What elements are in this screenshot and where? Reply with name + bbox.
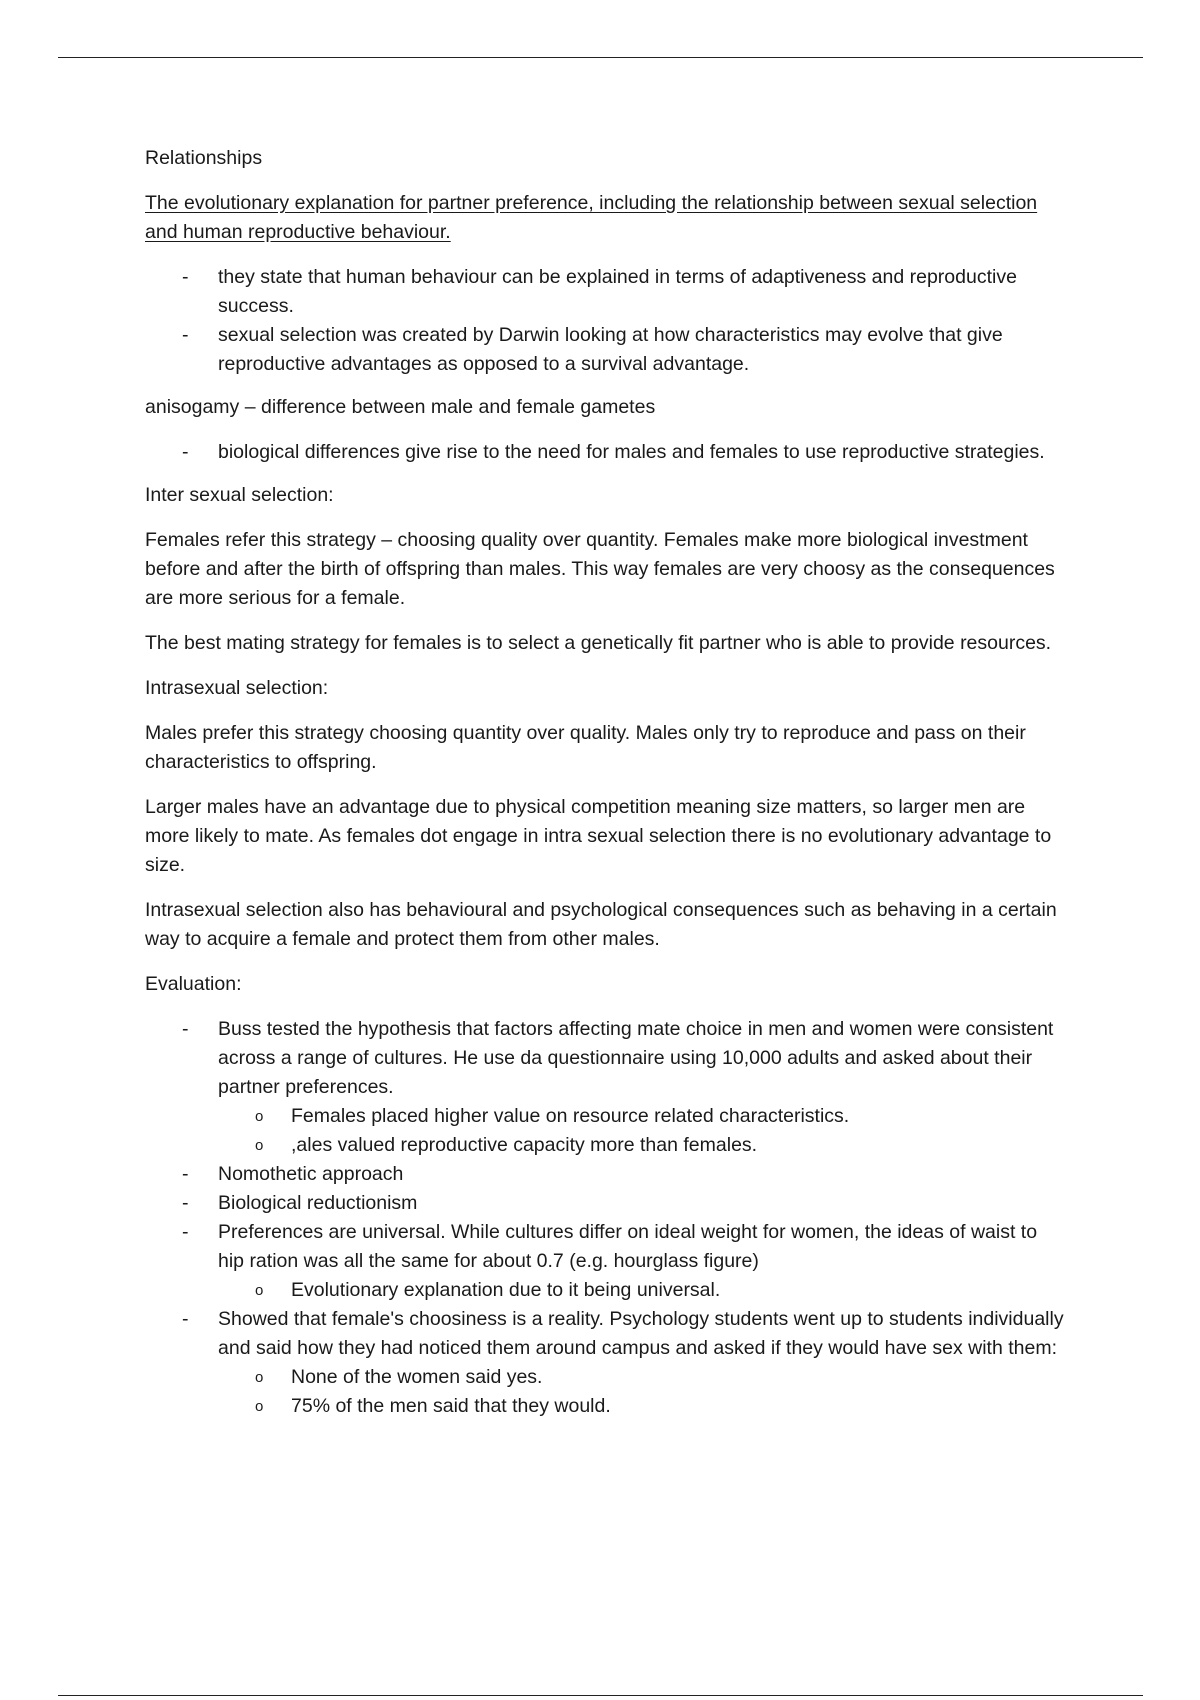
section-heading: The evolutionary explanation for partner preference, including the relationship between sexual selection and human reproductive behaviour. [145,192,1038,243]
dash-bullet: - [182,1018,189,1040]
circle-bullet: o [255,1137,264,1154]
circle-bullet: o [255,1369,264,1386]
intro-list [145,263,1065,379]
circle-bullet: o [255,1108,264,1125]
anisogamy-definition: anisogamy – difference between male and female gametes [145,396,656,418]
list-item: - biological differences give rise to the need for males and females to use reproductive strategies. [145,438,1065,467]
list-item: - Buss tested the hypothesis that factors affecting mate choice in men and women were consistent across a range of cultures. He use da questionnaire using 10,000 adults and asked about their partner preferences. [145,1015,1065,1102]
document-body [145,144,1065,1421]
dash-bullet: - [182,1163,189,1185]
intra-paragraph-3: Intrasexual selection also has behavioural and psychological consequences such as behaving in a certain way to acquire a female and protect them from other males. [145,899,1057,950]
list-item: - Nomothetic approach [145,1160,1065,1189]
list-item: - Biological reductionism [145,1189,1065,1218]
sub-list-item: o Evolutionary explanation due to it being universal. [218,1276,1065,1305]
dash-bullet: - [182,266,189,288]
inter-paragraph-2: The best mating strategy for females is to select a genetically fit partner who is able to provide resources. [145,632,1052,654]
sub-list-item: o Females placed higher value on resource related characteristics. [218,1102,1065,1131]
evaluation-list [145,1015,1065,1102]
dash-bullet: - [182,441,189,463]
buss-sublist [218,1102,1065,1160]
sub-list-item: o ,ales valued reproductive capacity more than females. [218,1131,1065,1160]
list-item: - they state that human behaviour can be explained in terms of adaptiveness and reproductive success. [145,263,1065,321]
header-rule [58,57,1143,58]
universal-sublist [218,1276,1065,1305]
circle-bullet: o [255,1282,264,1299]
list-item: - Preferences are universal. While cultures differ on ideal weight for women, the ideas of waist to hip ration was all the same for about 0.7 (e.g. hourglass figure) [145,1218,1065,1276]
circle-bullet: o [255,1398,264,1415]
dash-bullet: - [182,324,189,346]
intra-paragraph-2: Larger males have an advantage due to physical competition meaning size matters, so larger men are more likely to mate. As females dot engage in intra sexual selection there is no evolutionary advantage to size. [145,796,1052,876]
intra-paragraph-1: Males prefer this strategy choosing quantity over quality. Males only try to reproduce and pass on their characteristics to offspring. [145,722,1026,773]
evaluation-list-end [145,1305,1065,1363]
document-title: Relationships [145,147,263,169]
evaluation-list-cont [145,1160,1065,1276]
dash-bullet: - [182,1192,189,1214]
anisogamy-list [145,438,1065,467]
sub-list-item: o 75% of the men said that they would. [218,1392,1065,1421]
inter-paragraph-1: Females refer this strategy – choosing quality over quantity. Females make more biological investment before and after the birth of offspring than males. This way females are very choosy as the consequences are more serious for a female. [145,529,1055,609]
inter-label: Inter sexual selection: [145,484,334,506]
intra-label: Intrasexual selection: [145,677,329,699]
list-item: - Showed that female's choosiness is a reality. Psychology students went up to students individually and said how they had noticed them around campus and asked if they would have sex with them: [145,1305,1065,1363]
dash-bullet: - [182,1308,189,1330]
list-item: - sexual selection was created by Darwin looking at how characteristics may evolve that give reproductive advantages as opposed to a survival advantage. [145,321,1065,379]
evaluation-label: Evaluation: [145,973,242,995]
sub-list-item: o None of the women said yes. [218,1363,1065,1392]
dash-bullet: - [182,1221,189,1243]
choosiness-sublist [218,1363,1065,1421]
footer-rule [58,1695,1143,1696]
